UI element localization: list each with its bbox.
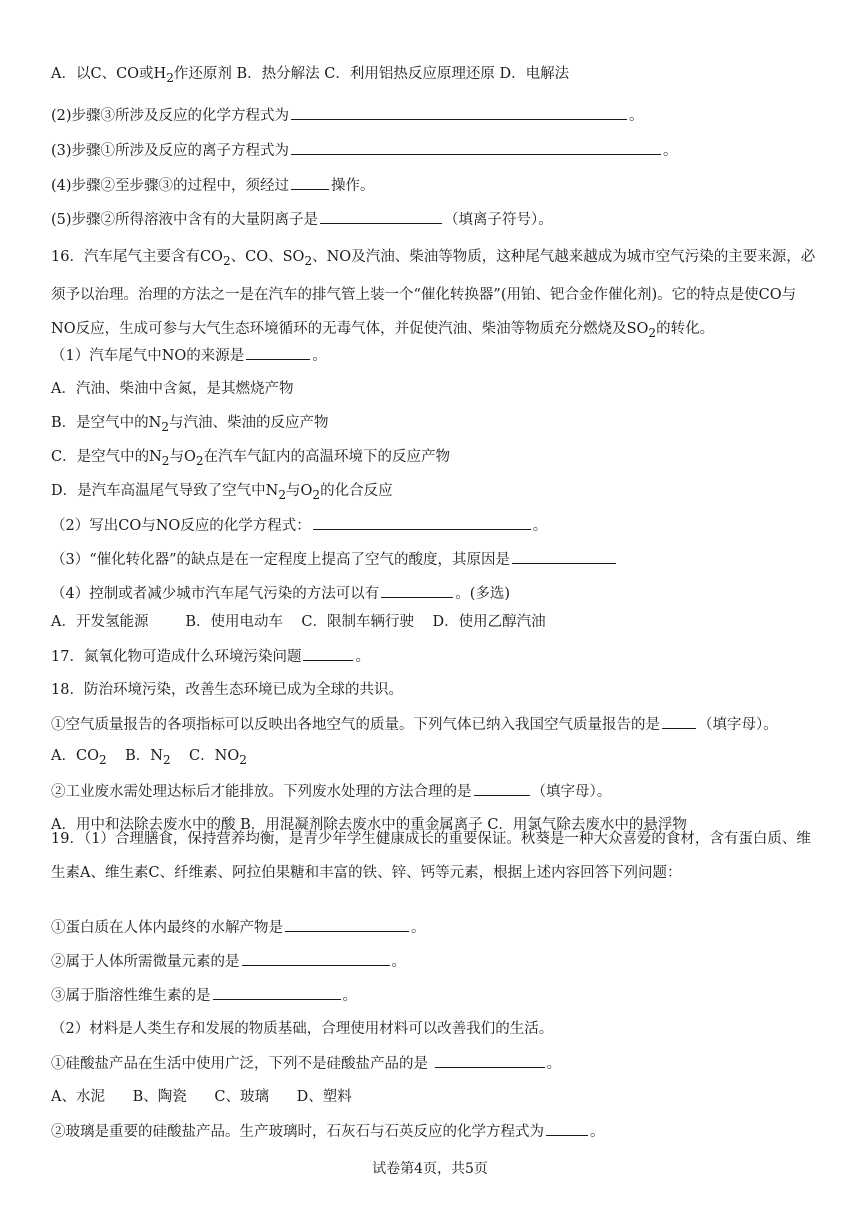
q19-part2-title: （2）材料是人类生存和发展的物质基础，合理使用材料可以改善我们的生活。	[51, 1021, 554, 1037]
answer-blank[interactable]	[291, 175, 329, 190]
q16-option-b: B．是空气中的$N_2$与汽油、柴油的反应产物	[51, 415, 329, 434]
q15-operation: (4)步骤②至步骤③的过程中，须经过 操作。	[51, 175, 820, 196]
q19-part2-q1: ①硅酸盐产品在生活中使用广泛，下列不是硅酸盐产品的是 。	[51, 1053, 820, 1074]
answer-blank[interactable]	[242, 951, 390, 966]
answer-blank[interactable]	[291, 105, 627, 120]
q15-anions: (5)步骤②所得溶液中含有的大量阴离子是 （填离子符号）。	[51, 209, 820, 230]
q15-step3-equation: (2)步骤③所涉及反应的化学方程式为 。	[51, 105, 820, 126]
q16-option-d: D．是汽车高温尾气导致了空气中$N_2$与$O_2$的化合反应	[51, 483, 393, 502]
answer-blank[interactable]	[381, 583, 453, 598]
q16-sub1: （1）汽车尾气中NO的来源是 。	[51, 345, 820, 366]
q16-sub2: （2）写出CO与NO反应的化学方程式： 。	[51, 515, 820, 536]
answer-blank[interactable]	[213, 985, 341, 1000]
answer-blank[interactable]	[474, 781, 530, 796]
answer-blank[interactable]	[320, 209, 442, 224]
q19-part2-q2: ②玻璃是重要的硅酸盐产品。生产玻璃时，石灰石与石英反应的化学方程式为 。	[51, 1121, 820, 1142]
q18-part1-options: A．$CO_2$ B．$N_2$ C．$NO_2$	[51, 748, 247, 767]
answer-blank[interactable]	[512, 549, 616, 564]
q19-part2-q1-options: A、水泥 B、陶瓷 C、玻璃 D、塑料	[51, 1089, 352, 1105]
q15-step1-ion-equation: (3)步骤①所涉及反应的离子方程式为 。	[51, 140, 820, 161]
q19-answer3: ③属于脂溶性维生素的是 。	[51, 985, 820, 1006]
q17: 17．氮氧化物可造成什么环境污染问题 。	[51, 646, 820, 667]
q18-part1: ①空气质量报告的各项指标可以反映出各地空气的质量。下列气体已纳入我国空气质量报告的是 （填字母）。	[51, 714, 820, 735]
answer-blank[interactable]	[246, 345, 310, 360]
answer-blank[interactable]	[285, 917, 409, 932]
q16-option-a: A．汽油、柴油中含氮，是其燃烧产物	[51, 381, 294, 397]
answer-blank[interactable]	[546, 1121, 588, 1136]
q19-answer1: ①蛋白质在人体内最终的水解产物是 。	[51, 917, 820, 938]
answer-blank[interactable]	[313, 515, 531, 530]
q18-part2: ②工业废水需处理达标后才能排放。下列废水处理的方法合理的是 （填字母）。	[51, 781, 820, 802]
q19-intro: 19．（1）合理膳食，保持营养均衡，是青少年学生健康成长的重要保证。秋葵是一种大众喜爱的食材，含有蛋白质、维生素A、维生素C、纤维素、阿拉伯果糖和丰富的铁、锌、钙等元素，根据上述内容回答下列问题：	[51, 831, 811, 881]
q16-sub4-options: A．开发氢能源 B．使用电动车 C．限制车辆行驶 D．使用乙醇汽油	[51, 614, 546, 630]
page-footer: 试卷第4页，共5页	[372, 1161, 488, 1177]
q16-sub4: （4）控制或者减少城市汽车尾气污染的方法可以有 。(多选)	[51, 583, 820, 604]
answer-blank[interactable]	[303, 646, 353, 661]
answer-blank[interactable]	[291, 140, 661, 155]
answer-blank[interactable]	[662, 714, 696, 729]
q18-title: 18．防治环境污染，改善生态环境已成为全球的共识。	[51, 682, 403, 698]
q19-answer2: ②属于人体所需微量元素的是 。	[51, 951, 820, 972]
q16-stem: 16．汽车尾气主要含有$CO_2$、CO、$SO_2$、NO及汽油、柴油等物质，这种尾气越来越成为城市空气污染的主要来源，必须予以治理。治理的方法之一是在汽车的排气管上装一个“催化转换器”(用铂、钯合金作催化剂)。它的特点是使CO与NO反应，生成可参与大气生态环境循环的无毒气体，并促使汽油、柴油等物质充分燃烧及$SO_2$的转化。	[51, 249, 816, 340]
answer-blank[interactable]	[435, 1053, 545, 1068]
q16-option-c: C．是空气中的$N_2$与$O_2$在汽车气缸内的高温环境下的反应产物	[51, 449, 451, 468]
method-options-line: A．以C、CO或$H_2$作还原剂 B．热分解法 C．利用铝热反应原理还原 D．电解法	[51, 66, 570, 85]
q16-sub3: （3）“催化转化器”的缺点是在一定程度上提高了空气的酸度，其原因是	[51, 549, 820, 570]
q18-part2-options: A．用中和法除去废水中的酸 B．用混凝剂除去废水中的重金属离子 C．用氯气除去废水中的悬浮物	[51, 817, 687, 833]
